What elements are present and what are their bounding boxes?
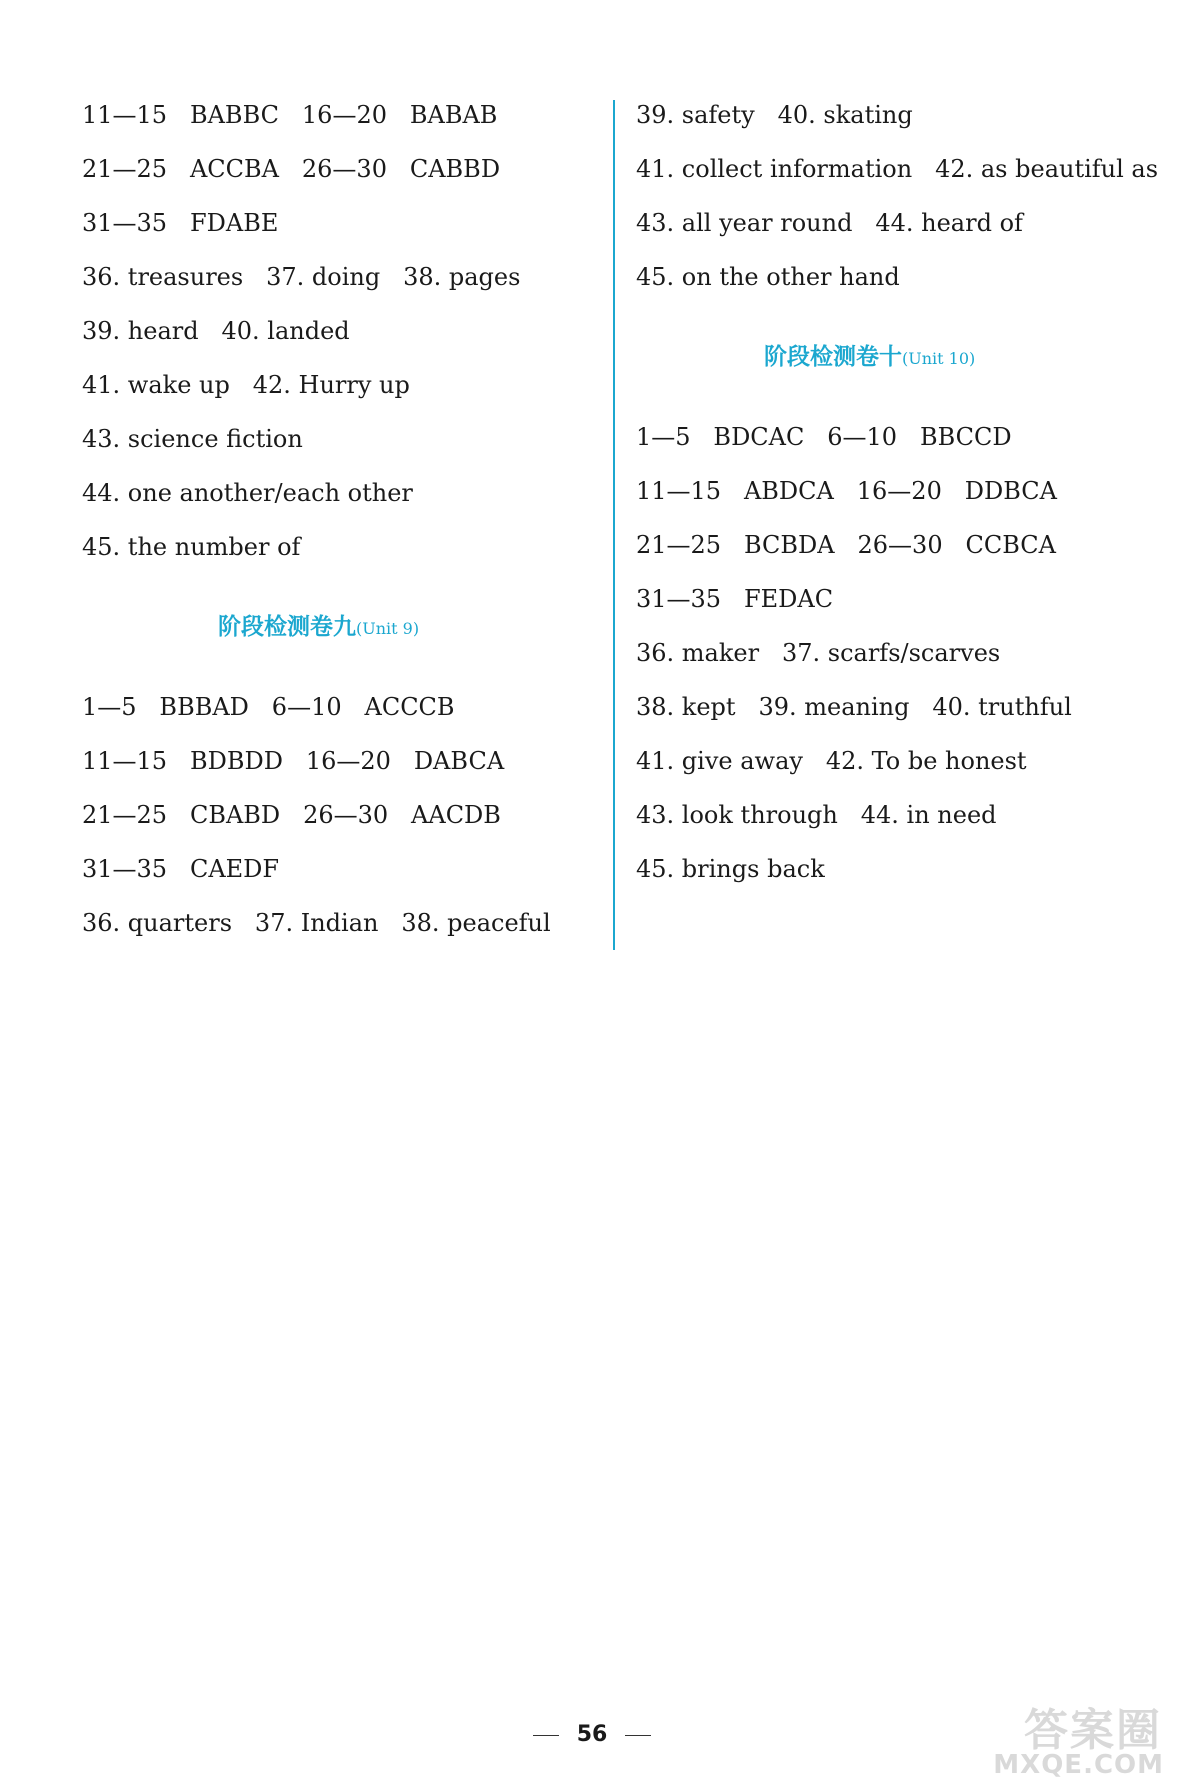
section-title-text: 阶段检测卷九 — [218, 614, 356, 640]
answer-line: 44. one another/each other — [82, 479, 413, 507]
answer-line: 1—5 BBBAD 6—10 ACCCB — [82, 693, 455, 721]
answer-line: 43. science fiction — [82, 425, 303, 453]
answer-line: 21—25 CBABD 26—30 AACDB — [82, 801, 501, 829]
page-number: 56 — [576, 1722, 608, 1747]
answer-line: 36. treasures 37. doing 38. pages — [82, 263, 521, 291]
answer-line: 45. brings back — [636, 855, 825, 883]
answer-line: 43. look through 44. in need — [636, 801, 997, 829]
footer-dash-left — [533, 1735, 559, 1736]
column-divider — [613, 100, 615, 950]
watermark-en: MXQE.COM — [993, 1750, 1164, 1780]
answer-line: 45. the number of — [82, 533, 301, 561]
answer-line: 11—15 BABBC 16—20 BABAB — [82, 101, 498, 129]
answer-line: 36. maker 37. scarfs/scarves — [636, 639, 1001, 667]
answer-line: 38. kept 39. meaning 40. truthful — [636, 693, 1072, 721]
answer-line: 31—35 CAEDF — [82, 855, 280, 883]
section-unit-label: (Unit 10) — [902, 349, 976, 368]
footer-dash-right — [625, 1735, 651, 1736]
answer-line: 41. collect information 42. as beautiful as — [636, 155, 1159, 183]
answer-line: 45. on the other hand — [636, 263, 900, 291]
answer-line: 39. safety 40. skating — [636, 101, 913, 129]
answer-line: 21—25 BCBDA 26—30 CCBCA — [636, 531, 1056, 559]
answer-line: 11—15 ABDCA 16—20 DDBCA — [636, 477, 1057, 505]
answer-line: 41. give away 42. To be honest — [636, 747, 1027, 775]
answer-line: 43. all year round 44. heard of — [636, 209, 1023, 237]
answer-line: 1—5 BDCAC 6—10 BBCCD — [636, 423, 1012, 451]
section-unit-label: (Unit 9) — [356, 619, 420, 638]
answer-line: 31—35 FDABE — [82, 209, 279, 237]
section-title-unit-10 — [764, 342, 975, 372]
section-title-unit-9 — [218, 612, 419, 642]
section-title-text: 阶段检测卷十 — [764, 344, 902, 370]
answer-line: 11—15 BDBDD 16—20 DABCA — [82, 747, 505, 775]
answer-line: 36. quarters 37. Indian 38. peaceful — [82, 909, 551, 937]
watermark-logo — [994, 1694, 1170, 1780]
answer-line: 21—25 ACCBA 26—30 CABBD — [82, 155, 501, 183]
watermark-cn: 答案圈 — [1024, 1705, 1162, 1756]
answer-line: 41. wake up 42. Hurry up — [82, 371, 410, 399]
answer-line: 39. heard 40. landed — [82, 317, 350, 345]
answer-line: 31—35 FEDAC — [636, 585, 834, 613]
